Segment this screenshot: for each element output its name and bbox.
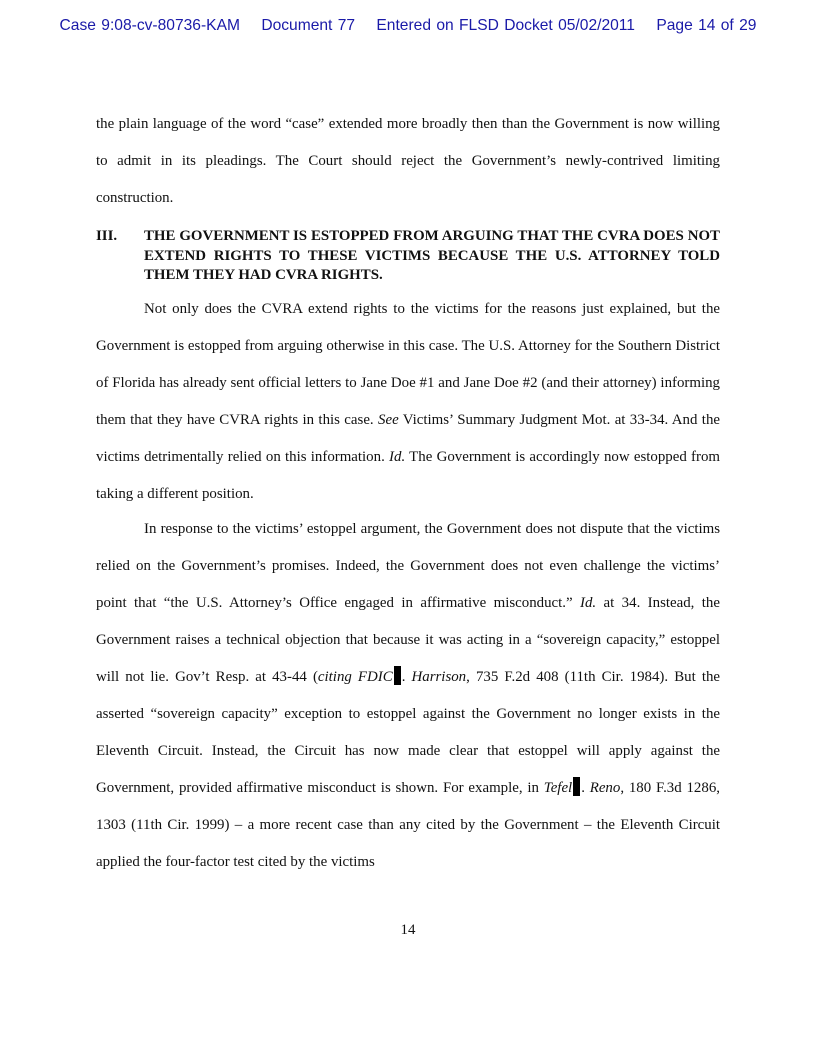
paragraph-continuation: the plain language of the word “case” extended more broadly then than the Government is now willing to admit in its pleadings. The Court should reject the Government’s newly-contrived limiting construction. xyxy=(96,116,720,206)
page-count: Page 14 of 29 xyxy=(656,17,757,34)
citation-id: Id. xyxy=(580,595,597,611)
section-heading xyxy=(96,227,720,286)
text-run: . xyxy=(401,669,412,685)
text-run: , 180 F.3d 1286, 1303 (11th Cir. 1999) – a more recent case than any cited by the Government – the Eleventh Circuit applied the four-factor test cited by the victims xyxy=(96,780,720,870)
section-title: THE GOVERNMENT IS ESTOPPED FROM ARGUING THAT THE CVRA DOES NOT EXTEND RIGHTS TO THESE VICTIMS BECAUSE THE U.S. ATTORNEY TOLD THEM THEY HAD CVRA RIGHTS. xyxy=(144,228,720,283)
redaction-mark xyxy=(573,777,580,796)
case-name-fdic: citing FDIC xyxy=(317,669,393,685)
text-run: , 735 F.2d 408 (11th Cir. 1984). But the asserted “sovereign capacity” exception to estoppel against the Government no longer exists in the Eleventh Circuit. Instead, the Circuit has now made clear that estoppel will apply against the Government, provided affirmative misconduct is shown. For example, in xyxy=(96,669,721,796)
text-run: at 34. Instead, the Government raises a technical objection that because it was acting in a “sovereign capacity,” estoppel will not lie. Gov’t Resp. at 43-44 ( xyxy=(96,595,720,685)
text-run: Victims’ Summary Judgment Mot. at 33-34. And the victims detrimentally relied on this information. xyxy=(96,412,720,465)
text-run: In response to the victims’ estoppel argument, the Government does not dispute that the victims relied on the Government’s promises. Indeed, the Government does not even challenge the victims’ point that “the U.S. Attorney’s Office engaged in affirmative misconduct.” xyxy=(96,521,720,611)
page-number: 14 xyxy=(400,922,416,938)
signal-see: See xyxy=(378,412,399,428)
case-name-reno: Reno xyxy=(589,780,621,796)
redaction-mark xyxy=(394,666,401,685)
case-name-tefel: Tefel xyxy=(543,780,573,796)
docket-header xyxy=(0,17,816,35)
text-run: The Government is accordingly now estopped from taking a different position. xyxy=(96,449,720,502)
paragraph-estoppel xyxy=(96,291,720,513)
case-name-harrison: Harrison xyxy=(411,669,467,685)
text-run: Not only does the CVRA extend rights to the victims for the reasons just explained, but the Government is estopped from arguing otherwise in this case. The U.S. Attorney for the Southern District of Florida has already sent official letters to Jane Doe #1 and Jane Doe #2 (and their attorney) informing them that they have CVRA rights in this case. xyxy=(96,301,720,428)
case-number: Case 9:08-cv-80736-KAM xyxy=(59,17,240,34)
text-run: . xyxy=(581,780,590,796)
docket-entry: Entered on FLSD Docket 05/02/2011 xyxy=(376,17,635,34)
paragraph-response xyxy=(96,511,720,881)
citation-id: Id. xyxy=(389,449,406,465)
document-number: Document 77 xyxy=(261,17,356,34)
section-number: III. xyxy=(96,228,118,244)
